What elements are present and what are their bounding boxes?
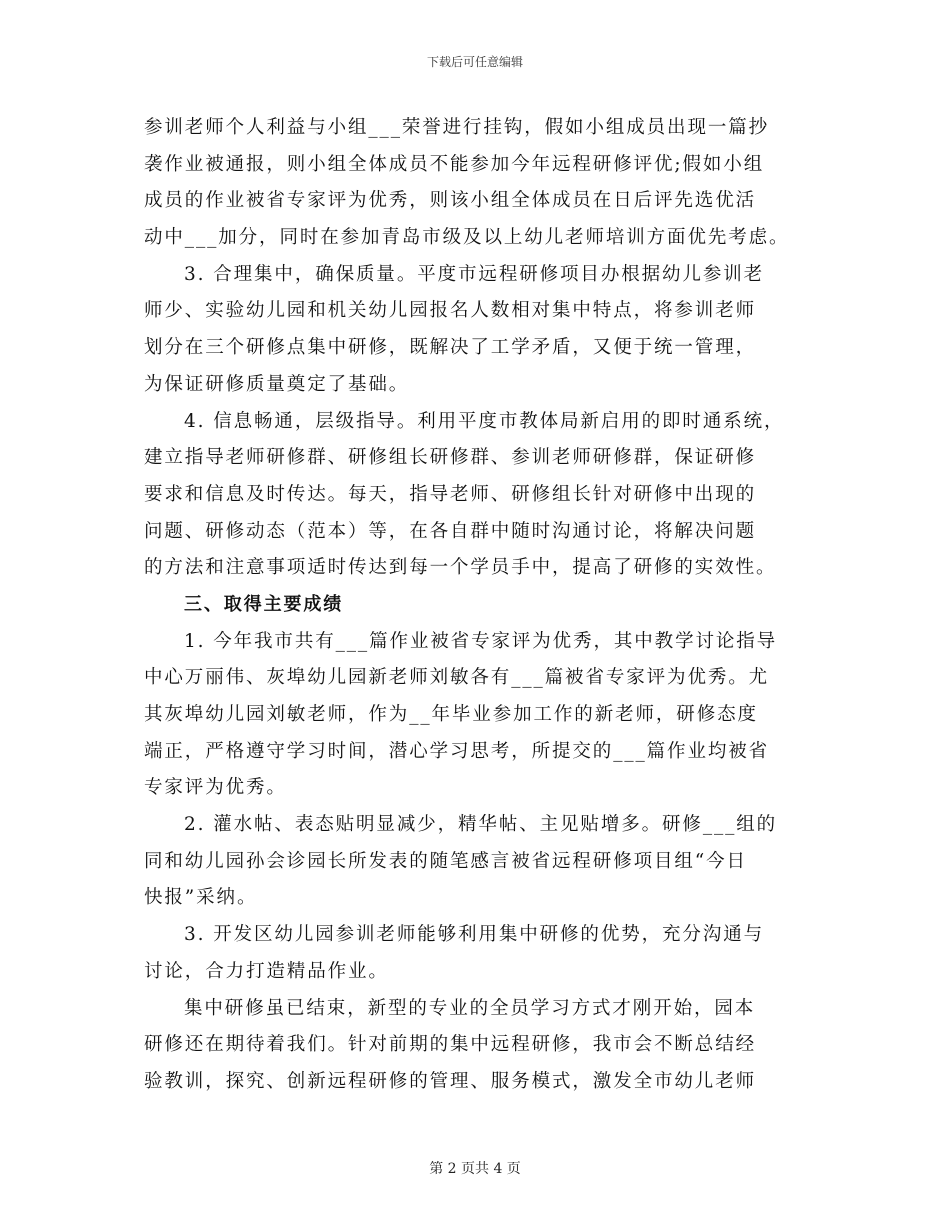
text-line: 的方法和注意事项适时传达到每一个学员手中，提高了研修的实效性。 bbox=[144, 557, 777, 579]
text-line: 建立指导老师研修群、研修组长研修群、参训老师研修群，保证研修 bbox=[144, 447, 757, 469]
text-line: 验教训，探究、创新远程研修的管理、服务模式，激发全市幼儿老师 bbox=[144, 1070, 757, 1092]
page-footer: 第 2 页共 4 页 bbox=[429, 1161, 521, 1177]
text-line: 其灰埠幼儿园刘敏老师，作为__年毕业参加工作的新老师，研修态度 bbox=[144, 704, 758, 725]
text-line: 动中___加分，同时在参加青岛市级及以上幼儿老师培训方面优先考虑。 bbox=[144, 227, 790, 249]
text-line: 问题、研修动态（范本）等，在各自群中随时沟通讨论，将解决问题 bbox=[144, 520, 757, 542]
text-line: 为保证研修质量奠定了基础。 bbox=[144, 373, 410, 395]
text-line: 参训老师个人利益与小组___荣誉进行挂钩，假如小组成员出现一篇抄 bbox=[144, 117, 770, 138]
text-line: 端正，严格遵守学习时间，潜心学习思考，所提交的___篇作业均被省 bbox=[144, 740, 770, 762]
paragraph-start: 2. 灌水帖、表态贴明显减少，精华帖、主见贴增多。研修___组的 bbox=[184, 814, 778, 836]
paragraph-start: 集中研修虽已结束，新型的专业的全员学习方式才刚开始，园本 bbox=[184, 997, 756, 1019]
text-line: 研修还在期待着我们。针对前期的集中远程研修，我市会不断总结经 bbox=[144, 1034, 757, 1056]
paragraph-start: 3. 开发区幼儿园参训老师能够利用集中研修的优势，充分沟通与 bbox=[184, 924, 765, 946]
text-line: 成员的作业被省专家评为优秀，则该小组全体成员在日后评先选优活 bbox=[144, 190, 757, 212]
text-line: 讨论，合力打造精品作业。 bbox=[144, 960, 389, 982]
paragraph-start: 4. 信息畅通，层级指导。利用平度市教体局新启用的即时通系统， bbox=[184, 410, 785, 432]
text-line: 专家评为优秀。 bbox=[144, 777, 287, 799]
text-line: 师少、实验幼儿园和机关幼儿园报名人数相对集中特点，将参训老师 bbox=[144, 300, 757, 322]
page-header: 下载后可任意编辑 bbox=[426, 55, 523, 69]
text-line: 快报”采纳。 bbox=[144, 887, 258, 909]
text-line: 袭作业被通报，则小组全体成员不能参加今年远程研修评优;假如小组 bbox=[144, 153, 765, 175]
text-line: 要求和信息及时传达。每天，指导老师、研修组长针对研修中出现的 bbox=[144, 483, 757, 505]
section-heading: 三、取得主要成绩 bbox=[184, 593, 344, 615]
document-body bbox=[144, 110, 814, 1101]
paragraph-start: 1. 今年我市共有___篇作业被省专家评为优秀，其中教学讨论指导 bbox=[184, 630, 778, 652]
text-line: 划分在三个研修点集中研修，既解决了工学矛盾，又便于统一管理， bbox=[144, 337, 757, 359]
text-line: 同和幼儿园孙会诊园长所发表的随笔感言被省远程研修项目组“今日 bbox=[144, 850, 747, 872]
paragraph-start: 3. 合理集中，确保质量。平度市远程研修项目办根据幼儿参训老 bbox=[184, 263, 765, 285]
text-line: 中心万丽伟、灰埠幼儿园新老师刘敏各有___篇被省专家评为优秀。尤 bbox=[144, 667, 770, 689]
